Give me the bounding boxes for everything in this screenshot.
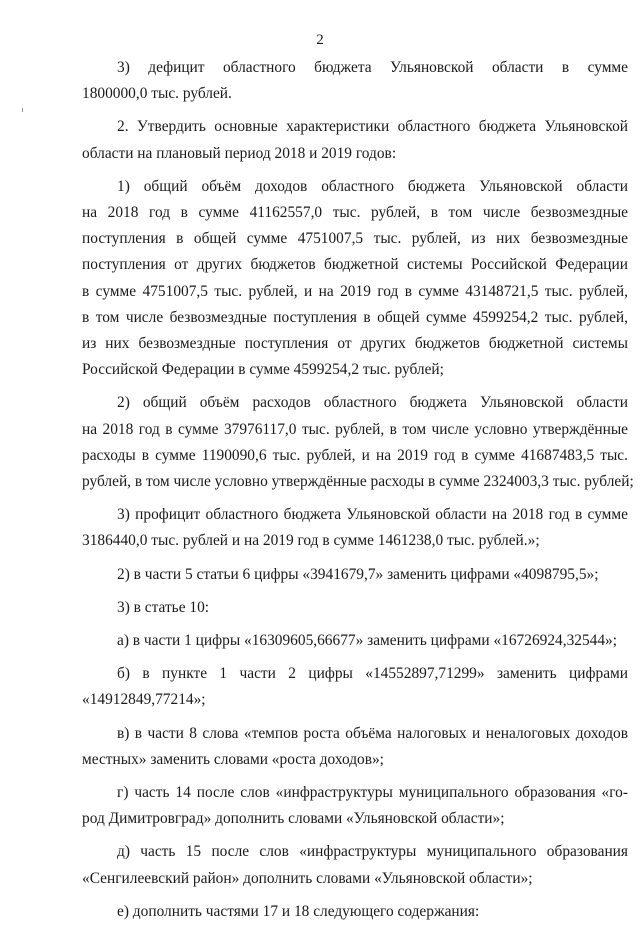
text-line: местных» заменить словами «роста доходов»; bbox=[82, 750, 384, 768]
paragraph-revenues bbox=[82, 174, 628, 384]
page-number: 2 bbox=[316, 32, 324, 48]
document-body bbox=[82, 55, 634, 925]
paragraph-item-v bbox=[82, 721, 628, 773]
paragraph-planning-period bbox=[82, 114, 628, 166]
paragraph-item-d bbox=[82, 839, 628, 891]
paragraph-item-e bbox=[82, 899, 628, 925]
text-line: на 2018 год в сумме 41162557,0 тыс. рублей, в том числе безвозмездные bbox=[82, 204, 628, 222]
text-line: поступления от других бюджетов бюджетной системы Российской Федерации bbox=[82, 256, 628, 274]
text-line: 3) профицит областного бюджета Ульяновской области на 2018 год в сумме bbox=[117, 506, 628, 524]
text-line: 3) в статье 10: bbox=[117, 598, 210, 616]
text-line: рублей, в том числе условно утверждённые расходы в сумме 2324003,3 тыс. рублей; bbox=[82, 473, 634, 491]
text-line: на 2018 год в сумме 37976117,0 тыс. рублей, в том числе условно утверждённые bbox=[82, 420, 628, 438]
text-line: е) дополнить частями 17 и 18 следующего содержания: bbox=[117, 902, 480, 920]
text-line: 3186440,0 тыс. рублей и на 2019 год в сумме 1461238,0 тыс. рублей.»; bbox=[82, 532, 540, 550]
text-line: 3) дефицит областного бюджета Ульяновской области в сумме bbox=[117, 59, 628, 76]
text-line: в том числе безвозмездные поступления в общей сумме 4599254,2 тыс. рублей, bbox=[82, 308, 628, 326]
text-line: расходы в сумме 1190090,6 тыс. рублей, и на 2019 год в сумме 41687483,5 тыс. bbox=[82, 446, 628, 464]
text-line: 1) общий объём доходов областного бюджета Ульяновской области bbox=[117, 177, 628, 195]
paragraph-surplus bbox=[82, 502, 628, 554]
text-line: 2) общий объём расходов областного бюджета Ульяновской области bbox=[117, 394, 628, 412]
text-line: 2. Утвердить основные характеристики областного бюджета Ульяновской bbox=[117, 118, 628, 136]
text-line: род Димитровград» дополнить словами «Ульяновской области»; bbox=[82, 810, 505, 828]
text-line: поступления в общей сумме 4751007,5 тыс. рублей, из них безвозмездные bbox=[82, 230, 628, 248]
paragraph-article-6 bbox=[82, 562, 628, 588]
text-line: в) в части 8 слова «темпов роста объёма налоговых и неналоговых доходов bbox=[117, 724, 628, 742]
paragraph-article-10 bbox=[82, 595, 628, 621]
text-line: г) часть 14 после слов «инфраструктуры муниципального образования «го- bbox=[117, 784, 628, 802]
paragraph-item-g bbox=[82, 780, 628, 832]
text-line: Российской Федерации в сумме 4599254,2 тыс. рублей; bbox=[82, 361, 444, 379]
text-line: «14912849,77214»; bbox=[82, 691, 206, 709]
text-line: 2) в части 5 статьи 6 цифры «3941679,7» заменить цифрами «4098795,5»; bbox=[117, 565, 599, 583]
text-line: «Сенгилеевский район» дополнить словами «Ульяновской области»; bbox=[82, 869, 533, 887]
text-line: д) часть 15 после слов «инфраструктуры муниципального образования bbox=[117, 843, 628, 861]
text-line: в сумме 4751007,5 тыс. рублей, и на 2019 год в сумме 43148721,5 тыс. рублей, bbox=[82, 282, 628, 300]
text-line: а) в части 1 цифры «16309605,66677» заменить цифрами «16726924,32544»; bbox=[117, 632, 618, 650]
text-line: области на плановый период 2018 и 2019 годов: bbox=[82, 144, 397, 162]
text-line: 1800000,0 тыс. рублей. bbox=[82, 85, 232, 103]
paragraph-expenditures bbox=[82, 390, 634, 495]
scan-margin-mark bbox=[22, 108, 23, 112]
paragraph-item-b bbox=[82, 661, 628, 713]
paragraph-deficit bbox=[82, 55, 628, 107]
text-line: из них безвозмездные поступления от других бюджетов бюджетной системы bbox=[82, 335, 628, 353]
paragraph-item-a bbox=[82, 628, 628, 654]
text-line: б) в пункте 1 части 2 цифры «14552897,71299» заменить цифрами bbox=[117, 665, 628, 683]
